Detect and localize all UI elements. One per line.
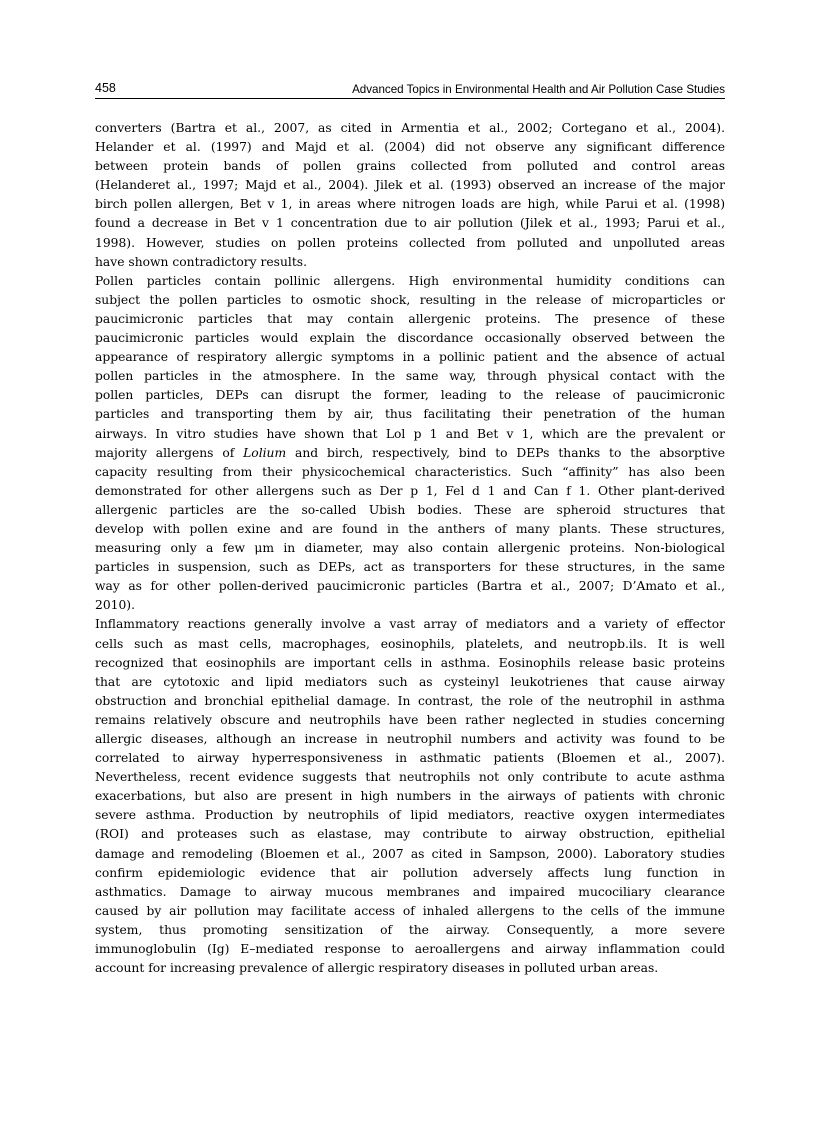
text-line xyxy=(95,329,725,348)
text-line xyxy=(95,902,725,921)
text-segment: develop with pollen exine and are found in the anthers of many plants. These structures, xyxy=(95,521,725,536)
text-segment: cells such as mast cells, macrophages, eosinophils, platelets, and neutropb.ils. It is well xyxy=(95,636,725,651)
text-segment: majority allergens of xyxy=(95,445,244,460)
text-line xyxy=(95,959,725,978)
page-number: 458 xyxy=(95,81,116,95)
text-line xyxy=(95,291,725,310)
paragraph xyxy=(95,272,725,616)
text-line xyxy=(95,730,725,749)
text-line xyxy=(95,539,725,558)
text-line xyxy=(95,138,725,157)
text-line xyxy=(95,768,725,787)
text-line xyxy=(95,234,725,253)
text-segment: Helander et al. (1997) and Majd et al. (2004) did not observe any significant difference xyxy=(95,140,725,155)
text-line xyxy=(95,940,725,959)
text-line xyxy=(95,386,725,405)
text-segment: confirm epidemiologic evidence that air pollution adversely affects lung function in xyxy=(95,865,725,880)
text-segment: (Helanderet al., 1997; Majd et al., 2004). Jilek et al. (1993) observed an increase of the major xyxy=(95,178,725,193)
text-line xyxy=(95,272,725,291)
text-segment: way as for other pollen-derived paucimicronic particles (Bartra et al., 2007; D’Amato et al., xyxy=(95,579,725,594)
text-segment: particles and transporting them by air, thus facilitating their penetration of the human xyxy=(95,407,725,422)
text-segment: paucimicronic particles would explain the discordance occasionally observed between the xyxy=(95,331,725,346)
text-line xyxy=(95,845,725,864)
text-line xyxy=(95,692,725,711)
text-segment: Pollen particles contain pollinic allergens. High environmental humidity conditions can xyxy=(95,273,725,288)
text-line xyxy=(95,405,725,424)
text-line xyxy=(95,615,725,634)
text-segment: immunoglobulin (Ig) E–mediated response to aeroallergens and airway inflammation could xyxy=(95,942,725,957)
text-line xyxy=(95,787,725,806)
text-line xyxy=(95,176,725,195)
text-line xyxy=(95,348,725,367)
text-line xyxy=(95,157,725,176)
text-line xyxy=(95,806,725,825)
text-segment: (ROI) and proteases such as elastase, may contribute to airway obstruction, epithelial xyxy=(95,827,725,842)
text-line xyxy=(95,119,725,138)
text-segment: 1998). However, studies on pollen proteins collected from polluted and unpolluted areas xyxy=(95,235,725,250)
text-segment: allergenic particles are the so-called Ubish bodies. These are spheroid structures that xyxy=(95,502,725,517)
text-line xyxy=(95,921,725,940)
text-segment: appearance of respiratory allergic symptoms in a pollinic patient and the absence of actual xyxy=(95,350,725,365)
text-line xyxy=(95,883,725,902)
body-text xyxy=(95,119,725,978)
text-segment: measuring only a few μm in diameter, may also contain allergenic proteins. Non-biological xyxy=(95,541,725,556)
text-line xyxy=(95,596,725,615)
text-segment: recognized that eosinophils are important cells in asthma. Eosinophils release basic proteins xyxy=(95,655,725,670)
text-line xyxy=(95,558,725,577)
text-segment: between protein bands of pollen grains collected from polluted and control areas xyxy=(95,159,725,174)
text-segment: caused by air pollution may facilitate access of inhaled allergens to the cells of the immune xyxy=(95,903,725,918)
text-line xyxy=(95,825,725,844)
text-segment: capacity resulting from their physicochemical characteristics. Such “affinity” has also been xyxy=(95,464,725,479)
text-segment: that are cytotoxic and lipid mediators such as cysteinyl leukotrienes that cause airway xyxy=(95,674,725,689)
text-line xyxy=(95,501,725,520)
text-line xyxy=(95,654,725,673)
text-segment: have shown contradictory results. xyxy=(95,254,307,269)
italic-term: Lolium xyxy=(243,445,287,460)
text-segment: particles in suspension, such as DEPs, act as transporters for these structures, in the same xyxy=(95,560,725,575)
text-segment: allergic diseases, although an increase in neutrophil numbers and activity was found to be xyxy=(95,732,725,746)
text-segment: converters (Bartra et al., 2007, as cited in Armentia et al., 2002; Cortegano et al., 2004). xyxy=(95,121,725,135)
running-header xyxy=(95,80,725,99)
text-line xyxy=(95,444,725,463)
text-segment: Nevertheless, recent evidence suggests that neutrophils not only contribute to acute asthma xyxy=(95,770,725,785)
paragraph xyxy=(95,119,725,272)
text-segment: demonstrated for other allergens such as Der p 1, Fel d 1 and Can f 1. Other plant-derived xyxy=(95,483,725,498)
text-line xyxy=(95,864,725,883)
text-line xyxy=(95,253,725,272)
text-segment: asthmatics. Damage to airway mucous membranes and impaired mucociliary clearance xyxy=(95,884,725,899)
text-segment: pollen particles in the atmosphere. In the same way, through physical contact with the xyxy=(95,369,725,384)
text-segment: paucimicronic particles that may contain allergenic proteins. The presence of these xyxy=(95,311,725,326)
text-segment: system, thus promoting sensitization of the airway. Consequently, a more severe xyxy=(95,922,725,937)
book-title: Advanced Topics in Environmental Health and Air Pollution Case Studies xyxy=(352,83,725,96)
text-segment: found a decrease in Bet v 1 concentration due to air pollution (Jilek et al., 1993; Parui et al., xyxy=(95,216,725,231)
text-segment: remains relatively obscure and neutrophils have been rather neglected in studies concerning xyxy=(95,712,725,727)
text-line xyxy=(95,673,725,692)
text-segment: obstruction and bronchial epithelial damage. In contrast, the role of the neutrophil in asthma xyxy=(95,693,725,708)
text-line xyxy=(95,711,725,730)
text-segment: birch pollen allergen, Bet v 1, in areas where nitrogen loads are high, while Parui et al. (1998) xyxy=(95,197,725,212)
text-line xyxy=(95,367,725,386)
text-segment: pollen particles, DEPs can disrupt the former, leading to the release of paucimicronic xyxy=(95,388,725,403)
text-line xyxy=(95,749,725,768)
text-segment: correlated to airway hyperresponsiveness in asthmatic patients (Bloemen et al., 2007). xyxy=(95,751,725,766)
text-line xyxy=(95,195,725,214)
text-segment: airways. In vitro studies have shown that Lol p 1 and Bet v 1, which are the prevalent or xyxy=(95,426,725,441)
text-segment: 2010). xyxy=(95,598,136,613)
paragraph xyxy=(95,615,725,978)
text-segment: damage and remodeling (Bloemen et al., 2007 as cited in Sampson, 2000). Laboratory studies xyxy=(95,846,725,861)
text-line xyxy=(95,577,725,596)
text-segment: severe asthma. Production by neutrophils of lipid mediators, reactive oxygen intermediates xyxy=(95,808,725,823)
text-line xyxy=(95,635,725,654)
text-segment: account for increasing prevalence of allergic respiratory diseases in polluted urban areas. xyxy=(95,961,659,976)
text-line xyxy=(95,425,725,444)
text-line xyxy=(95,463,725,482)
text-line xyxy=(95,520,725,539)
text-segment: subject the pollen particles to osmotic shock, resulting in the release of microparticles or xyxy=(95,292,725,307)
text-segment: and birch, respectively, bind to DEPs thanks to the absorptive xyxy=(286,445,725,460)
text-segment: Inflammatory reactions generally involve a vast array of mediators and a variety of effector xyxy=(95,617,725,632)
text-line xyxy=(95,482,725,501)
text-segment: exacerbations, but also are present in high numbers in the airways of patients with chronic xyxy=(95,789,725,804)
text-line xyxy=(95,214,725,233)
text-line xyxy=(95,310,725,329)
